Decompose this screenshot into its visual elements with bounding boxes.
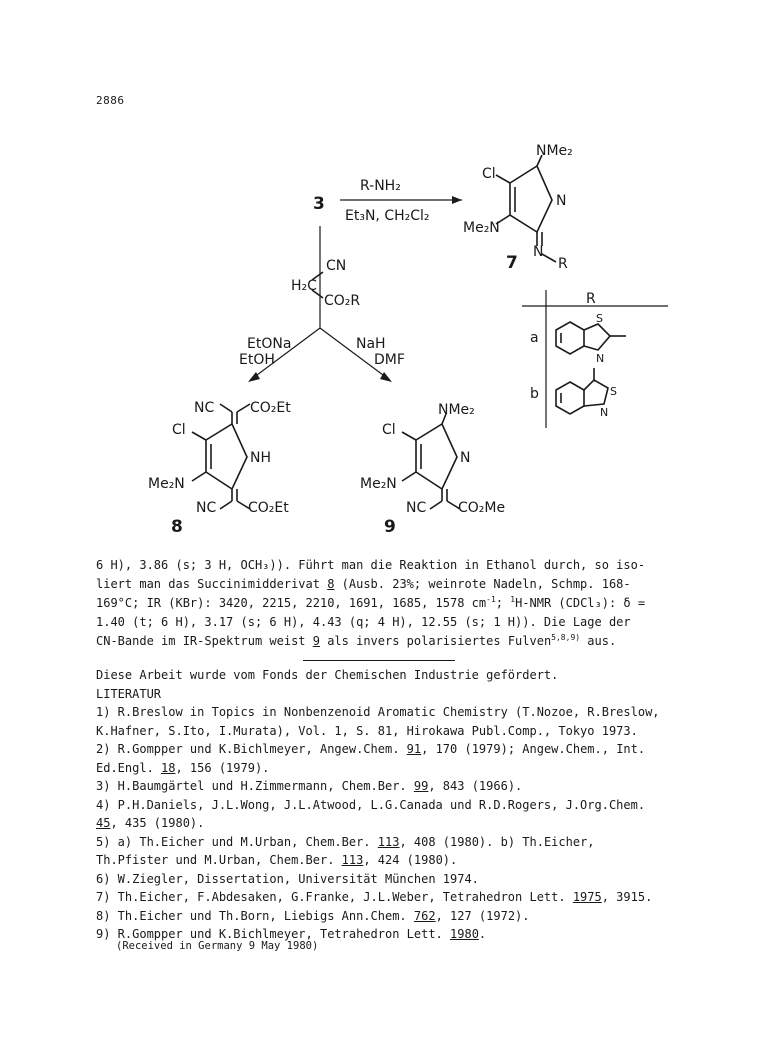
- paragraph-line: 169°C; IR (KBr): 3420, 2215, 2210, 1691, 1685, 1578 $cm^{-1}$; $^1$H-NMR (CDCl₃): δ =: [96, 595, 646, 610]
- reference-5-cont: Th.Pfister und M.Urban, Chem.Ber. 113, 424 (1980).: [96, 853, 458, 867]
- compound-9-nc: NC: [406, 500, 427, 516]
- reagent-amine: R-NH₂: [360, 178, 401, 194]
- benzothiazolyl-structure: [556, 322, 626, 354]
- benzothiazolyl-n: N: [596, 352, 605, 365]
- compound-9-me2n: Me₂N: [360, 476, 397, 492]
- compound-9-structure: [402, 414, 460, 509]
- compound-9-nme2: NMe₂: [438, 402, 475, 418]
- benzisothiazolyl-n: N: [600, 406, 609, 419]
- compound-9-co2me: CO₂Me: [458, 500, 506, 516]
- paragraph-line: 6 H), 3.86 (s; 3 H, OCH₃)). Führt man die Reaktion in Ethanol durch, so iso-: [96, 558, 646, 572]
- reference-5: 5) a) Th.Eicher und M.Urban, Chem.Ber. 113, 408 (1980). b) Th.Eicher,: [96, 834, 595, 849]
- compound-9-cl: Cl: [382, 422, 396, 438]
- compound-8-co2et-top: CO₂Et: [250, 400, 291, 416]
- reference-1-cont: K.Hafner, S.Ito, I.Murata), Vol. 1, S. 81, Hirokawa Publ.Comp., Tokyo 1973.: [96, 723, 638, 738]
- reagent-base-solvent: Et₃N, CH₂Cl₂: [345, 208, 430, 224]
- table-row-b: b: [530, 386, 539, 402]
- reagent-etona: EtONa: [247, 336, 292, 352]
- page-number: 2886: [96, 94, 125, 107]
- paragraph-line: CN-Bande im IR-Spektrum weist 9 als invers polarisiertes Fulven$^{5,8,9)}$ aus.: [96, 633, 617, 648]
- received-date: (Received in Germany 9 May 1980): [116, 940, 319, 952]
- reference-4-cont: 45, 435 (1980).: [96, 816, 205, 830]
- reagent-dmf: DMF: [374, 352, 405, 368]
- compound-8-structure: [192, 404, 250, 509]
- paragraph-line: 1.40 (t; 6 H), 3.17 (s; 6 H), 4.43 (q; 4 H), 12.55 (s; 1 H)). Die Lage der: [96, 615, 631, 629]
- reference-4: 4) P.H.Daniels, J.L.Wong, J.L.Atwood, L.G.Canada und R.D.Rogers, J.Org.Chem.: [96, 797, 646, 812]
- malonate-bond-co2r: [312, 290, 323, 298]
- reference-7: 7) Th.Eicher, F.Abdesaken, G.Franke, J.L.Weber, Tetrahedron Lett. 1975, 3915.: [96, 890, 653, 904]
- compound-7-structure: [496, 155, 556, 262]
- compound-7-r: R: [558, 256, 568, 272]
- compound-9-label: 9: [384, 517, 396, 537]
- malonate-h2c: H₂C: [291, 278, 317, 294]
- reference-9: 9) R.Gompper und K.Bichlmeyer, Tetrahedron Lett. 1980.: [96, 927, 487, 941]
- citation-superscript: 5,8,9): [551, 633, 581, 642]
- compound-7-cl: Cl: [482, 166, 496, 182]
- reference-8: 8) Th.Eicher und Th.Born, Liebigs Ann.Chem. 762, 127 (1972).: [96, 908, 530, 923]
- table-header-r: R: [586, 291, 596, 307]
- references-section: [96, 666, 716, 944]
- acknowledgement: Diese Arbeit wurde vom Fonds der Chemischen Industrie gefördert.: [96, 668, 559, 682]
- compound-8-me2n: Me₂N: [148, 476, 185, 492]
- compound-9-n: N: [460, 450, 471, 466]
- compound-7-n-ring: N: [556, 193, 567, 209]
- compound-8-cl: Cl: [172, 422, 186, 438]
- table-row-a: a: [530, 330, 539, 346]
- compound-reference: 8: [327, 577, 335, 591]
- literature-heading: LITERATUR: [96, 686, 162, 701]
- paragraph-line: liert man das Succinimidderivat 8 (Ausb. 23%; weinrote Nadeln, Schmp. 168-: [96, 577, 631, 591]
- compound-3-label: 3: [313, 194, 325, 214]
- reference-1: 1) R.Breslow in Topics in Nonbenzenoid Aromatic Chemistry (T.Nozoe, R.Breslow,: [96, 705, 660, 719]
- body-paragraph: [96, 556, 716, 651]
- reagent-etoh: EtOH: [239, 352, 275, 368]
- compound-8-nc-top: NC: [194, 400, 215, 416]
- malonate-cn: CN: [326, 258, 347, 274]
- benzothiazolyl-s: S: [596, 312, 603, 325]
- compound-reference: 9: [312, 634, 320, 648]
- top-arrow-head: [452, 196, 462, 204]
- compound-7-label: 7: [506, 253, 518, 273]
- reference-6: 6) W.Ziegler, Dissertation, Universität München 1974.: [96, 871, 479, 886]
- compound-8-label: 8: [171, 517, 183, 537]
- reference-2: 2) R.Gompper und K.Bichlmeyer, Angew.Chem. 91, 170 (1979); Angew.Chem., Int.: [96, 742, 646, 756]
- section-divider: [303, 660, 455, 661]
- compound-8-co2et-bottom: CO₂Et: [248, 500, 289, 516]
- compound-7-me2n: Me₂N: [463, 220, 500, 236]
- compound-7-nme2: NMe₂: [536, 143, 573, 159]
- malonate-bond-cn: [312, 272, 323, 280]
- reagent-nah: NaH: [356, 336, 386, 352]
- reference-2-cont: Ed.Engl. 18, 156 (1979).: [96, 760, 270, 775]
- reference-3: 3) H.Baumgärtel und H.Zimmermann, Chem.Ber. 99, 843 (1966).: [96, 779, 523, 793]
- compound-8-nh: NH: [250, 450, 271, 466]
- malonate-co2r: CO₂R: [324, 293, 361, 309]
- compound-7-n-imine: N: [533, 244, 544, 260]
- benzisothiazolyl-s: S: [610, 385, 617, 398]
- compound-8-nc-bottom: NC: [196, 500, 217, 516]
